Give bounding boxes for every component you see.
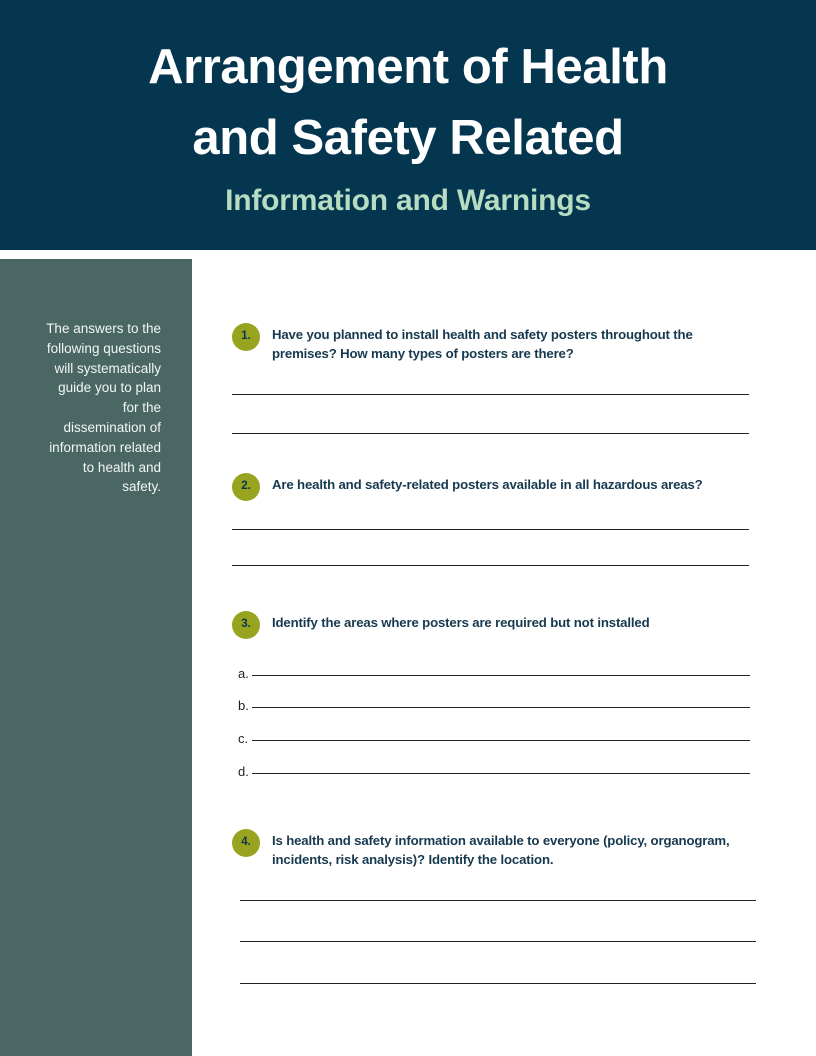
- answer-line[interactable]: [240, 983, 756, 984]
- answer-line[interactable]: [232, 433, 749, 434]
- sidebar: [0, 259, 192, 1056]
- sub-answer-label: b.: [238, 698, 249, 713]
- question-heading: [232, 473, 816, 501]
- sub-answer-row[interactable]: [238, 699, 750, 712]
- question-heading: [232, 611, 816, 639]
- question-number-badge: 3.: [232, 611, 260, 639]
- sub-answer-row[interactable]: [238, 765, 750, 778]
- page-title-line-1: Arrangement of Health: [148, 40, 668, 94]
- answer-line[interactable]: [232, 394, 749, 395]
- answer-line[interactable]: [232, 565, 749, 566]
- question-text: Is health and safety information available to everyone (policy, organogram, incidents, risk analysis)? Identify the location.: [272, 833, 730, 867]
- answer-line[interactable]: [240, 941, 756, 942]
- page-title-line-2: and Safety Related: [192, 111, 624, 166]
- question-text: Have you planned to install health and safety posters throughout the premises? How many types of posters are there?: [272, 327, 693, 361]
- page-title: [88, 32, 728, 174]
- question-block: [192, 829, 816, 869]
- sub-answer-line[interactable]: [252, 773, 750, 774]
- answer-line[interactable]: [240, 900, 756, 901]
- question-text: Are health and safety-related posters available in all hazardous areas?: [272, 477, 703, 492]
- question-heading: [232, 323, 816, 363]
- questions-panel: [192, 259, 816, 1056]
- sub-answer-line[interactable]: [252, 675, 750, 676]
- page-subtitle: Information and Warnings: [225, 184, 591, 218]
- sub-answer-label: c.: [238, 731, 249, 746]
- question-number-badge: 2.: [232, 473, 260, 501]
- page-header: [0, 0, 816, 250]
- question-heading: [232, 829, 816, 869]
- sub-answer-label: d.: [238, 764, 249, 779]
- sidebar-note-text: The answers to the following questions will systematically guide you to plan for the dissemination of information related to health and safety.: [46, 321, 161, 495]
- question-number-badge: 1.: [232, 323, 260, 351]
- sub-answer-line[interactable]: [252, 707, 750, 708]
- answer-line[interactable]: [232, 529, 749, 530]
- sub-answer-line[interactable]: [252, 740, 750, 741]
- sub-answer-row[interactable]: [238, 732, 750, 745]
- question-block: [192, 473, 816, 501]
- sub-answer-label: a.: [238, 666, 249, 681]
- sub-answer-row[interactable]: [238, 667, 750, 680]
- question-block: [192, 323, 816, 363]
- question-number-badge: 4.: [232, 829, 260, 857]
- question-block: [192, 611, 816, 639]
- question-text: Identify the areas where posters are required but not installed: [272, 615, 650, 630]
